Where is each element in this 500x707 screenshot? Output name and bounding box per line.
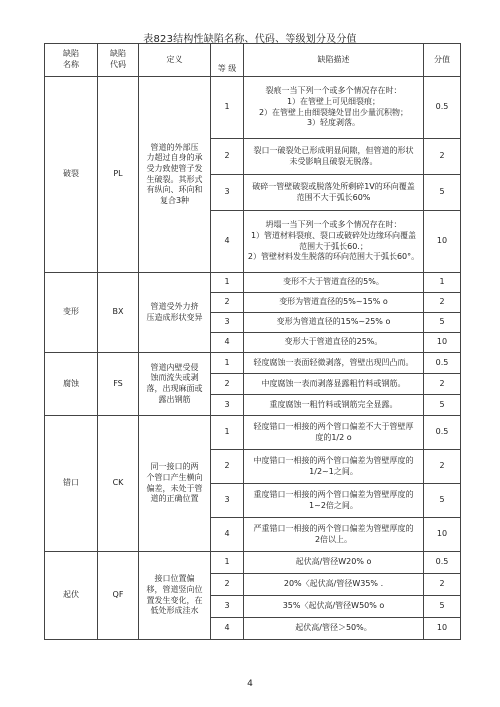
grade-cell: 1	[211, 353, 244, 374]
defect-name: 破裂	[45, 77, 98, 273]
description-cell: 20%〈起伏高/管径W35% .	[244, 574, 424, 596]
description-cell: 坍塌一当下列一个或多个情况存在时： 1）管道材料裂痕、裂口或破碎处边缘环向覆盖 范围大于弧长60.； 2）管壁材料发生脱落的环向范围大于弧长60°。	[244, 211, 424, 273]
description-cell: 裂口一破裂处已形成明显间隙，但管道的形状 未受影响且破裂无脱落。	[244, 139, 424, 175]
table-row	[45, 353, 461, 374]
description-cell: 变形大于管道直径的25%。	[244, 333, 424, 353]
defect-name: 错口	[45, 416, 98, 552]
defect-definition: 管道的外部压 力超过自身的承 受力致使管子发 生破裂。其形式 有纵向、环向和 复合3种	[139, 77, 211, 273]
score-cell: 2	[424, 293, 461, 313]
header-score: 分值	[424, 44, 461, 77]
grade-cell: 3	[211, 484, 244, 518]
grade-cell: 2	[211, 450, 244, 484]
header-description: 缺陷描述	[244, 44, 424, 77]
description-cell: 轻度错口一相接的两个管口偏差不大于管壁厚 度的1/2 o	[244, 416, 424, 450]
defect-code: QF	[98, 552, 139, 640]
grade-cell: 1	[211, 552, 244, 574]
grade-cell: 4	[211, 518, 244, 552]
defect-name: 变形	[45, 273, 98, 353]
description-cell: 裂痕一当下列一个或多个情况存在时： 1）在管壁上可见细裂痕； 2）在管壁上由细裂缝处冒出少量沉积物； 3）轻度剥落。	[244, 77, 424, 139]
header-defect-name: 缺陷 名称	[45, 44, 98, 77]
score-cell: 10	[424, 211, 461, 273]
defect-table	[44, 43, 461, 640]
description-cell: 严重错口一相接的两个管口偏差为管壁厚度的 2倍以上。	[244, 518, 424, 552]
grade-cell: 4	[211, 618, 244, 640]
score-cell: 1	[424, 273, 461, 293]
score-cell: 10	[424, 618, 461, 640]
score-cell: 0.5	[424, 552, 461, 574]
grade-cell: 1	[211, 77, 244, 139]
grade-cell: 3	[211, 395, 244, 416]
description-cell: 35%〈起伏高/管径W50% o	[244, 596, 424, 618]
defect-code: PL	[98, 77, 139, 273]
description-cell: 重度腐蚀一粗竹料或钢筋完全显露。	[244, 395, 424, 416]
score-cell: 5	[424, 313, 461, 333]
description-cell: 破碎一管壁破裂或脱落处所剩碎1V的环向覆盖 范围不大于弧长60%	[244, 175, 424, 211]
score-cell: 5	[424, 484, 461, 518]
header-definition: 定义	[139, 44, 211, 77]
score-cell: 10	[424, 518, 461, 552]
description-cell: 中度错口一相接的两个管口偏差为管壁厚度的 1/2~1之间。	[244, 450, 424, 484]
score-cell: 5	[424, 395, 461, 416]
table-row	[45, 273, 461, 293]
description-cell: 重度错口一相接的两个管口偏差为管壁厚度的 1~2倍之间。	[244, 484, 424, 518]
grade-cell: 4	[211, 211, 244, 273]
score-cell: 5	[424, 175, 461, 211]
defect-name: 起伏	[45, 552, 98, 640]
description-cell: 起伏高/管径＞50%。	[244, 618, 424, 640]
score-cell: 0.5	[424, 353, 461, 374]
table-body	[45, 77, 461, 640]
score-cell: 2	[424, 450, 461, 484]
header-grade: 等 级	[211, 44, 244, 77]
defect-name: 腐蚀	[45, 353, 98, 416]
description-cell: 中度腐蚀一表而剥落显露粗竹料或钢筋。	[244, 374, 424, 395]
grade-cell: 2	[211, 374, 244, 395]
grade-cell: 2	[211, 574, 244, 596]
score-cell: 5	[424, 596, 461, 618]
defect-definition: 接口位置偏 移，管道竖向位 置发生变化，在 低处形成洼水	[139, 552, 211, 640]
description-cell: 变形为管道直径的5%~15% o	[244, 293, 424, 313]
defect-definition: 管道内壁受侵 蚀而流失或剥 落，出现麻面或 露出钢筋	[139, 353, 211, 416]
grade-cell: 2	[211, 293, 244, 313]
page-number: 4	[247, 679, 253, 689]
defect-definition: 管道受外力挤 压造成形状变异	[139, 273, 211, 353]
description-cell: 变形为管道直径的15%~25% o	[244, 313, 424, 333]
score-cell: 0.5	[424, 77, 461, 139]
defect-definition: 同一接口的两 个管口产生横向 偏差，未处于管 道的正确位置	[139, 416, 211, 552]
score-cell: 2	[424, 374, 461, 395]
header-row	[45, 44, 461, 77]
defect-code: CK	[98, 416, 139, 552]
defect-code: FS	[98, 353, 139, 416]
table-row	[45, 552, 461, 574]
grade-cell: 4	[211, 333, 244, 353]
grade-cell: 1	[211, 273, 244, 293]
grade-cell: 1	[211, 416, 244, 450]
table-row	[45, 77, 461, 139]
score-cell: 0.5	[424, 416, 461, 450]
header-defect-code: 缺陷 代码	[98, 44, 139, 77]
score-cell: 2	[424, 574, 461, 596]
table-row	[45, 416, 461, 450]
defect-code: BX	[98, 273, 139, 353]
grade-cell: 3	[211, 175, 244, 211]
score-cell: 10	[424, 333, 461, 353]
description-cell: 起伏高/管径W20% o	[244, 552, 424, 574]
score-cell: 2	[424, 139, 461, 175]
description-cell: 变形不大于管道直径的5%。	[244, 273, 424, 293]
grade-cell: 3	[211, 596, 244, 618]
table-caption: 表823结构性缺陷名称、代码、等级划分及分值	[143, 34, 357, 45]
description-cell: 轻度腐蚀一表面轻微剥落，管壁出现凹凸而。	[244, 353, 424, 374]
grade-cell: 3	[211, 313, 244, 333]
grade-cell: 2	[211, 139, 244, 175]
